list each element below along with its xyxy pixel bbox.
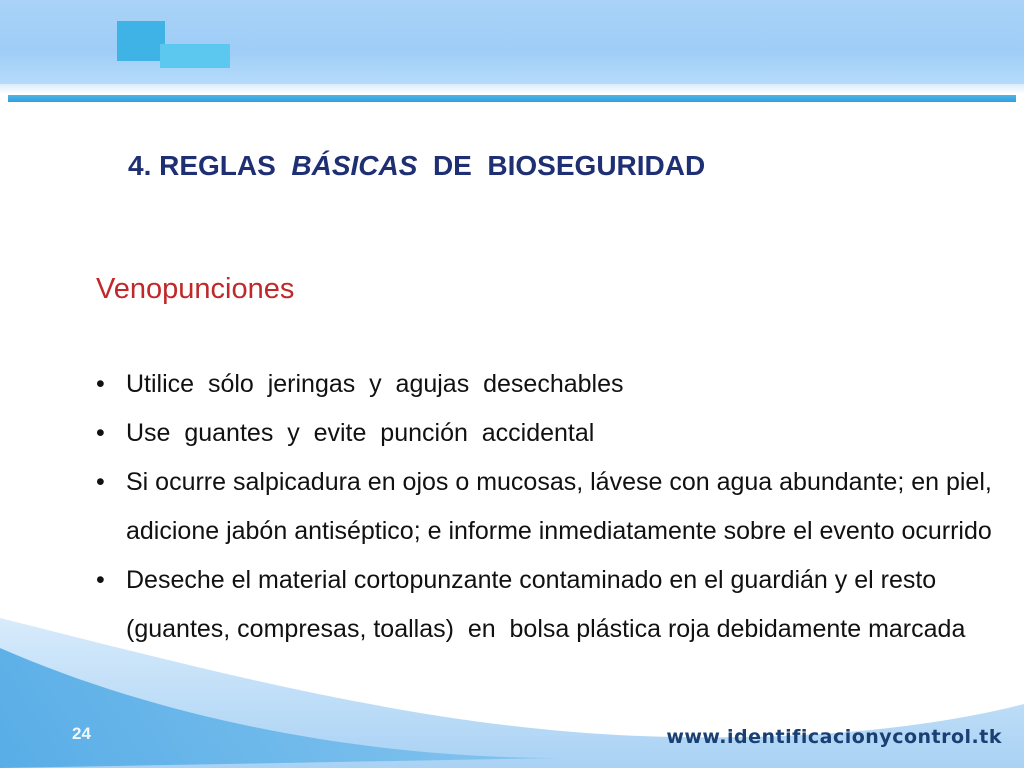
bullet-text: Deseche el material cortopunzante contaminado en el guardián y el resto (guantes, compresas, toallas) en bolsa plástica roja debidamente marcada — [126, 566, 966, 643]
slide-title — [128, 150, 705, 182]
bullet-marker: • — [96, 566, 105, 594]
header-accent-bar — [160, 44, 230, 68]
bullet-marker: • — [96, 419, 105, 447]
bullet-item — [96, 556, 1016, 654]
bullet-text: Si ocurre salpicadura en ojos o mucosas, lávese con agua abundante; en piel, adicione jabón antiséptico; e informe inmediatamente sobre el evento ocurrido — [126, 468, 999, 545]
bullet-text: Utilice sólo jeringas y agujas desechables — [126, 370, 624, 398]
page-number: 24 — [72, 724, 91, 743]
title-suffix: DE BIOSEGURIDAD — [417, 150, 706, 181]
bullet-item — [96, 409, 1016, 458]
bullet-marker: • — [96, 370, 105, 398]
bullet-text: Use guantes y evite punción accidental — [126, 419, 595, 447]
title-italic-word: BÁSICAS — [291, 150, 418, 181]
bullet-marker: • — [96, 468, 105, 496]
footer-url: www.identificacionycontrol.tk — [666, 726, 1002, 748]
header-divider-rule — [8, 95, 1016, 102]
bullet-item — [96, 360, 1016, 409]
bullet-list — [96, 360, 1016, 654]
section-subtitle: Venopunciones — [96, 273, 295, 305]
header-band-fade — [0, 84, 1024, 94]
bullet-item — [96, 458, 1016, 556]
title-prefix: 4. REGLAS — [128, 150, 292, 181]
header-accent-square — [117, 21, 165, 61]
